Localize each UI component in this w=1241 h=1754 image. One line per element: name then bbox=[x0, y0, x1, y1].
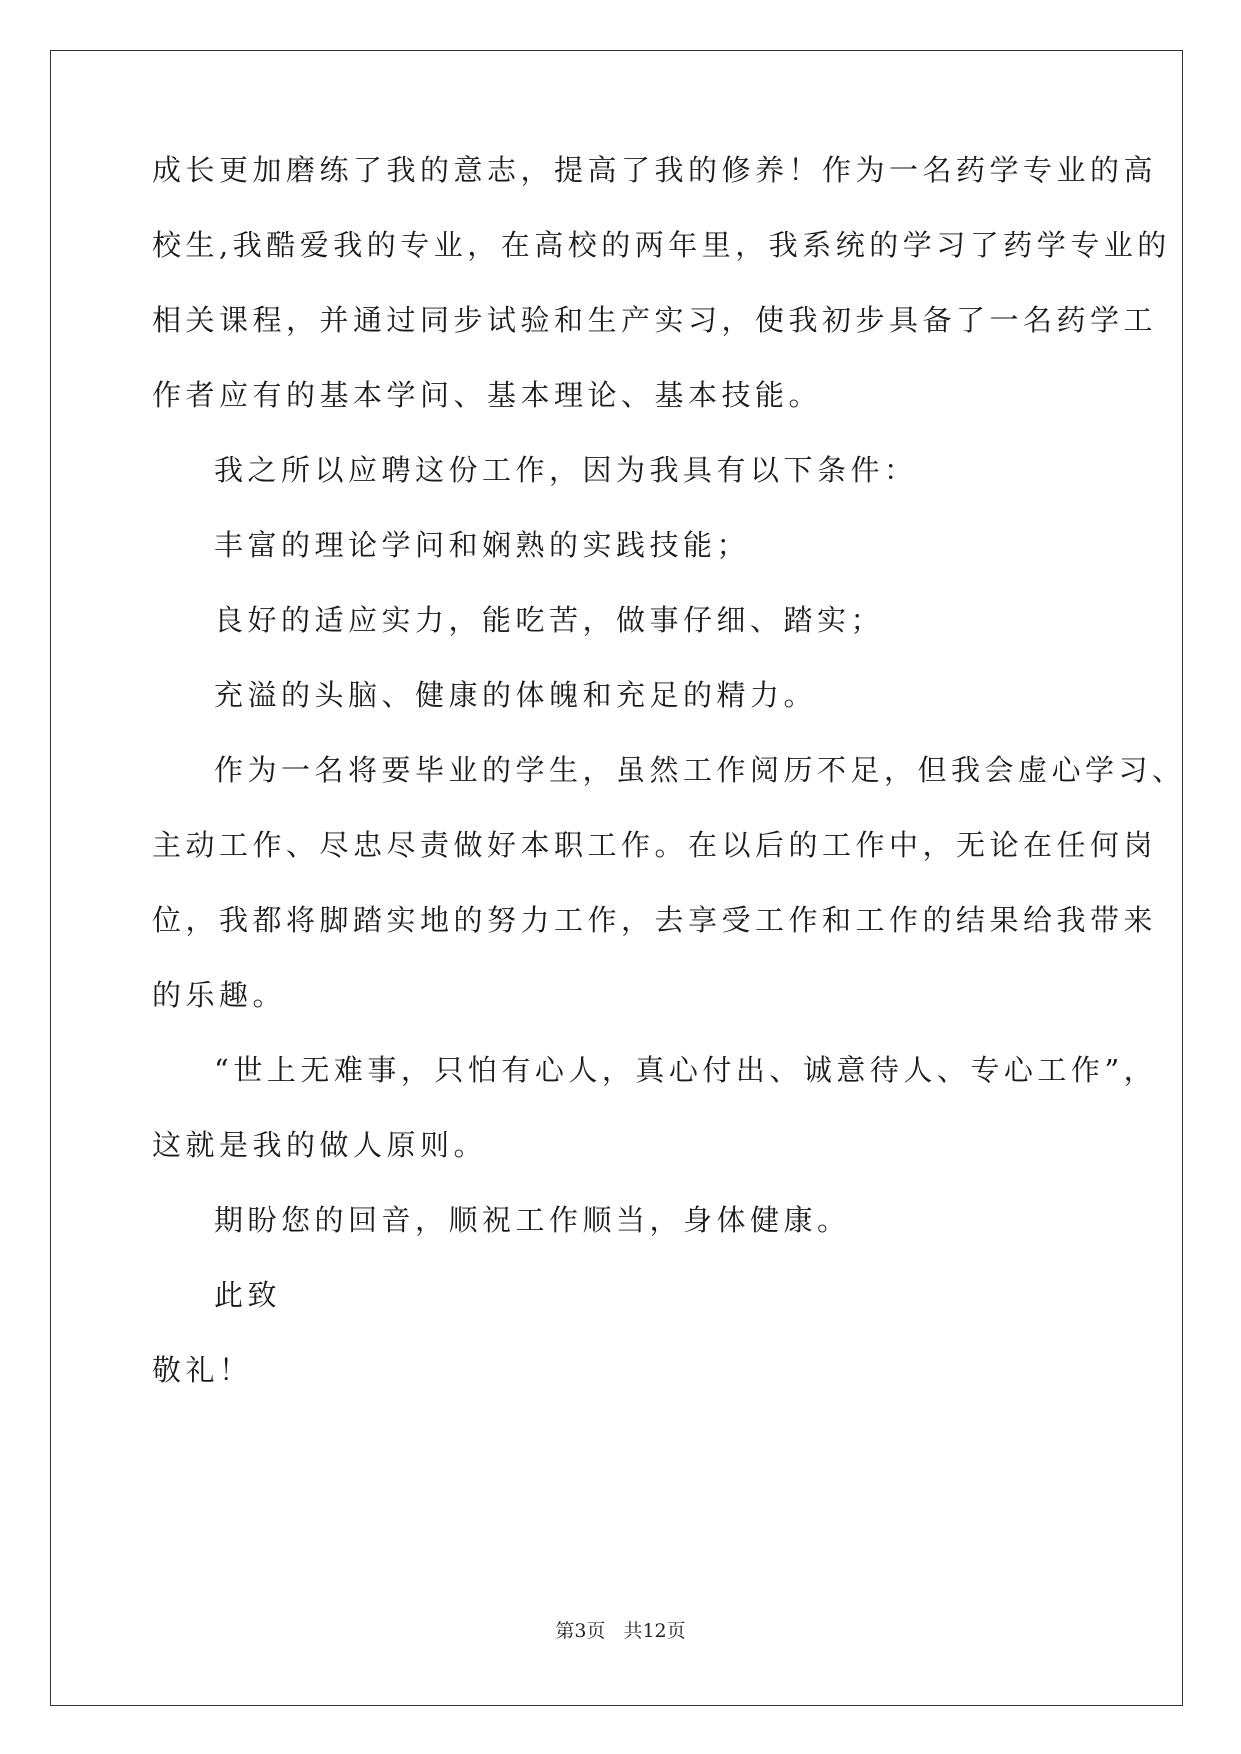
closing-wish: 期盼您的回音，顺祝工作顺当，身体健康。 bbox=[214, 1203, 851, 1237]
paragraph-4-line-1: “世上无难事，只怕有心人，真心付出、诚意待人、专心工作”， bbox=[214, 1053, 1158, 1087]
paragraph-3-line-4: 的乐趣。 bbox=[152, 978, 287, 1012]
paragraph-1-line-3: 相关课程，并通过同步试验和生产实习，使我初步具备了一名药学工 bbox=[152, 303, 1158, 337]
paragraph-3-line-3: 位，我都将脚踏实地的努力工作，去享受工作和工作的结果给我带来 bbox=[152, 903, 1158, 937]
current-page-label: 第3页 bbox=[555, 1620, 606, 1642]
paragraph-1-line-1: 成长更加磨练了我的意志，提高了我的修养！作为一名药学专业的高 bbox=[152, 153, 1158, 187]
page-frame bbox=[50, 50, 1186, 1706]
condition-item-3: 充溢的头脑、健康的体魄和充足的精力。 bbox=[214, 678, 818, 712]
paragraph-4-line-2: 这就是我的做人原则。 bbox=[152, 1128, 488, 1162]
page-footer bbox=[0, 1616, 1241, 1643]
total-pages-label: 共12页 bbox=[623, 1620, 686, 1642]
paragraph-2: 我之所以应聘这份工作，因为我具有以下条件： bbox=[214, 453, 918, 487]
paragraph-3-line-1: 作为一名将要毕业的学生，虽然工作阅历不足，但我会虚心学习、 bbox=[214, 753, 1186, 787]
condition-item-1: 丰富的理论学问和娴熟的实践技能； bbox=[214, 528, 751, 562]
salutation-jing-li: 敬礼！ bbox=[152, 1353, 253, 1387]
paragraph-3-line-2: 主动工作、尽忠尽责做好本职工作。在以后的工作中，无论在任何岗 bbox=[152, 828, 1158, 862]
paragraph-1-line-2: 校生,我酷爱我的专业，在高校的两年里，我系统的学习了药学专业的 bbox=[152, 228, 1171, 262]
paragraph-1-line-4: 作者应有的基本学问、基本理论、基本技能。 bbox=[152, 378, 823, 412]
condition-item-2: 良好的适应实力，能吃苦，做事仔细、踏实； bbox=[214, 603, 885, 637]
salutation-ci-zhi: 此致 bbox=[214, 1278, 282, 1312]
